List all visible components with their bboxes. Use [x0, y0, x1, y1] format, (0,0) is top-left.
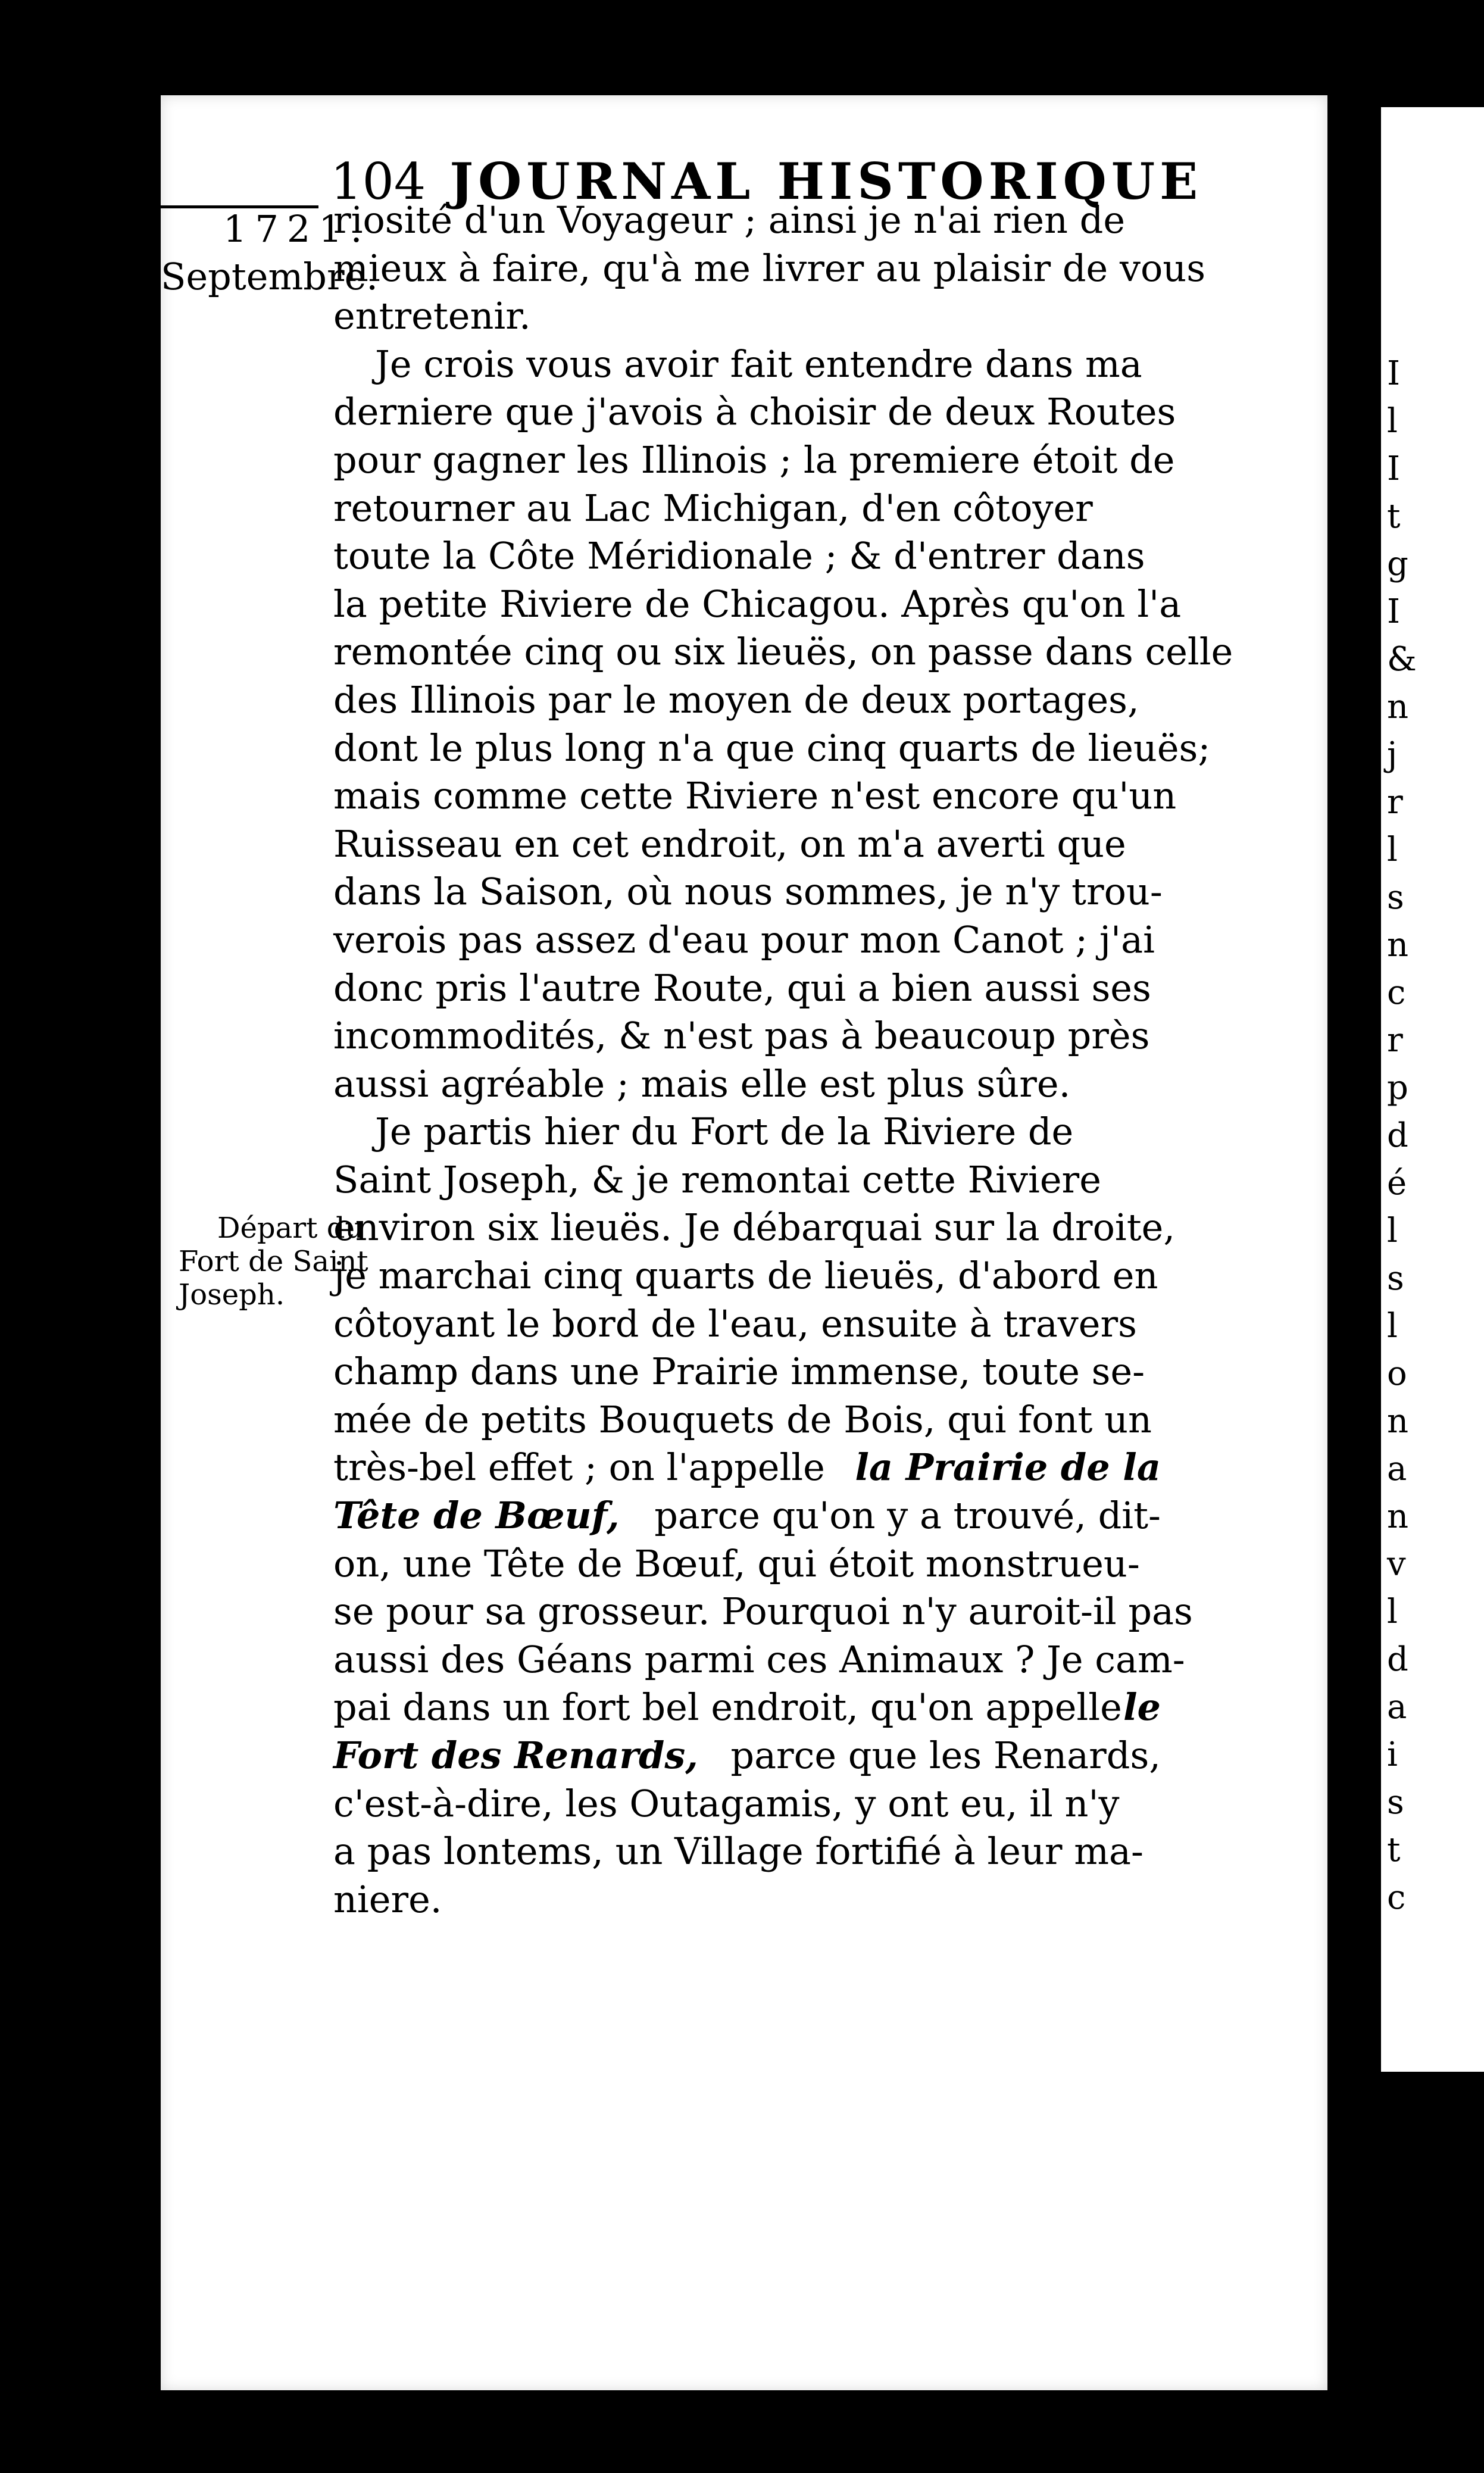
italic-place-name: Tête de Bœuf,	[333, 1494, 620, 1538]
text-line: a pas lontems, un Village fortifié à leur ma-	[333, 1829, 1144, 1874]
text-line: niere.	[333, 1877, 442, 1921]
text-line: côtoyant le bord de l'eau, ensuite à travers	[333, 1301, 1137, 1345]
italic-place-name: Fort des Renards,	[333, 1734, 698, 1777]
text-line: aussi agréable ; mais elle est plus sûre.	[333, 1061, 1071, 1106]
italic-place-name: la Prairie de la	[855, 1445, 1161, 1490]
facing-page-letter: t	[1387, 1831, 1401, 1869]
text-line: dont le plus long n'a que cinq quarts de lieuës;	[333, 726, 1211, 770]
facing-page-letter: g	[1387, 545, 1408, 583]
facing-page-letter: r	[1387, 783, 1403, 822]
facing-page-letter: l	[1387, 830, 1398, 869]
text-line: champ dans une Prairie immense, toute se-	[333, 1350, 1145, 1394]
facing-page-letter: a	[1387, 1688, 1407, 1726]
facing-page-letter: o	[1387, 1354, 1407, 1393]
text-line: mais comme cette Riviere n'est encore qu'un	[333, 774, 1177, 818]
text-line: retourner au Lac Michigan, d'en côtoyer	[333, 486, 1093, 530]
italic-place-name: le	[1123, 1685, 1161, 1729]
text-line: remontée cinq ou six lieuës, on passe dans celle	[333, 630, 1233, 674]
page-number: 104	[330, 152, 426, 211]
facing-page-letter: s	[1387, 1783, 1404, 1822]
text-line: dans la Saison, où nous sommes, je n'y trou-	[333, 870, 1163, 914]
facing-page-letter: n	[1387, 926, 1409, 964]
facing-page-letter: s	[1387, 1259, 1404, 1298]
facing-page-letter: i	[1387, 1735, 1398, 1774]
text-line: Saint Joseph, & je remontai cette Riviere	[333, 1157, 1101, 1201]
text-line: mée de petits Bouquets de Bois, qui font un	[333, 1397, 1152, 1441]
text-line: on, une Tête de Bœuf, qui étoit monstrueu-	[333, 1541, 1140, 1585]
margin-note-line-3: Joseph.	[179, 1278, 285, 1312]
text-segment: parce que les Renards,	[730, 1734, 1161, 1777]
facing-page-letter: a	[1387, 1450, 1407, 1488]
text-line: verois pas assez d'eau pour mon Canot ; j'ai	[333, 917, 1155, 961]
facing-page-letter: é	[1387, 1164, 1407, 1203]
text-line: pour gagner les Illinois ; la premiere étoit de	[333, 438, 1175, 482]
text-line	[333, 1444, 1161, 1492]
text-line: derniere que j'avois à choisir de deux Routes	[333, 390, 1176, 434]
text-line: Je partis hier du Fort de la Riviere de	[375, 1110, 1074, 1154]
text-line	[333, 1684, 1161, 1732]
text-segment: pai dans un fort bel endroit, qu'on appelle	[333, 1685, 1122, 1729]
facing-page-letter: r	[1387, 1021, 1403, 1060]
text-line: Ruisseau en cet endroit, on m'a averti que	[333, 822, 1126, 866]
text-line: des Illinois par le moyen de deux portages,	[333, 677, 1139, 722]
facing-page-letter: l	[1387, 402, 1398, 441]
margin-note-line-2: Fort de Saint	[179, 1245, 368, 1278]
facing-page-letter: c	[1387, 1878, 1406, 1917]
facing-page-letter: d	[1387, 1116, 1408, 1155]
facing-page-letter: t	[1387, 497, 1401, 536]
text-line: toute la Côte Méridionale ; & d'entrer dans	[333, 534, 1145, 578]
text-line: entretenir.	[333, 294, 531, 338]
text-segment: parce qu'on y a trouvé, dit-	[654, 1494, 1161, 1538]
body-text	[333, 196, 1233, 1924]
facing-page-letter: I	[1387, 592, 1401, 631]
text-line: je marchai cinq quarts de lieuës, d'abord en	[333, 1254, 1158, 1298]
text-line	[333, 1492, 1161, 1540]
facing-page-letter: &	[1387, 640, 1417, 679]
facing-page-edge	[1381, 107, 1484, 2072]
margin-month: Septembre.	[161, 255, 378, 298]
text-line: c'est-à-dire, les Outagamis, y ont eu, il n'y	[333, 1781, 1120, 1825]
text-segment: très-bel effet ; on l'appelle	[333, 1445, 825, 1490]
facing-page-letter: p	[1387, 1069, 1408, 1107]
margin-note-line-1: Départ du	[217, 1211, 364, 1245]
facing-page-letter: v	[1387, 1545, 1406, 1584]
facing-page-letter: d	[1387, 1640, 1408, 1679]
text-line: Je crois vous avoir fait entendre dans ma	[375, 342, 1142, 386]
text-line: se pour sa grosseur. Pourquoi n'y auroit-il pas	[333, 1590, 1193, 1634]
facing-page-letter: I	[1387, 449, 1401, 488]
facing-page-letter: l	[1387, 1593, 1398, 1631]
facing-page-letter: n	[1387, 1402, 1409, 1441]
facing-page-letter: j	[1387, 735, 1398, 774]
text-line: aussi des Géans parmi ces Animaux ? Je cam-	[333, 1637, 1185, 1681]
text-line: incommodités, & n'est pas à beaucoup près	[333, 1014, 1150, 1058]
running-title: JOURNAL HISTORIQUE	[449, 152, 1203, 211]
text-line: donc pris l'autre Route, qui a bien aussi ses	[333, 966, 1151, 1010]
facing-page-letter: n	[1387, 688, 1409, 726]
facing-page-letter: l	[1387, 1211, 1398, 1250]
text-line: environ six lieuës. Je débarquai sur la droite,	[333, 1206, 1176, 1250]
facing-page-letter: c	[1387, 973, 1406, 1012]
text-line: mieux à faire, qu'à me livrer au plaisir de vous	[333, 246, 1206, 290]
text-line: la petite Riviere de Chicagou. Après qu'on l'a	[333, 582, 1182, 626]
margin-year: 1721.	[223, 207, 371, 251]
text-line	[333, 1732, 1161, 1780]
facing-page-letter: n	[1387, 1497, 1409, 1536]
text-line: riosité d'un Voyageur ; ainsi je n'ai rien de	[333, 198, 1126, 242]
facing-page-letter: s	[1387, 878, 1404, 917]
facing-page-letter: l	[1387, 1307, 1398, 1345]
facing-page-letter: I	[1387, 354, 1401, 393]
